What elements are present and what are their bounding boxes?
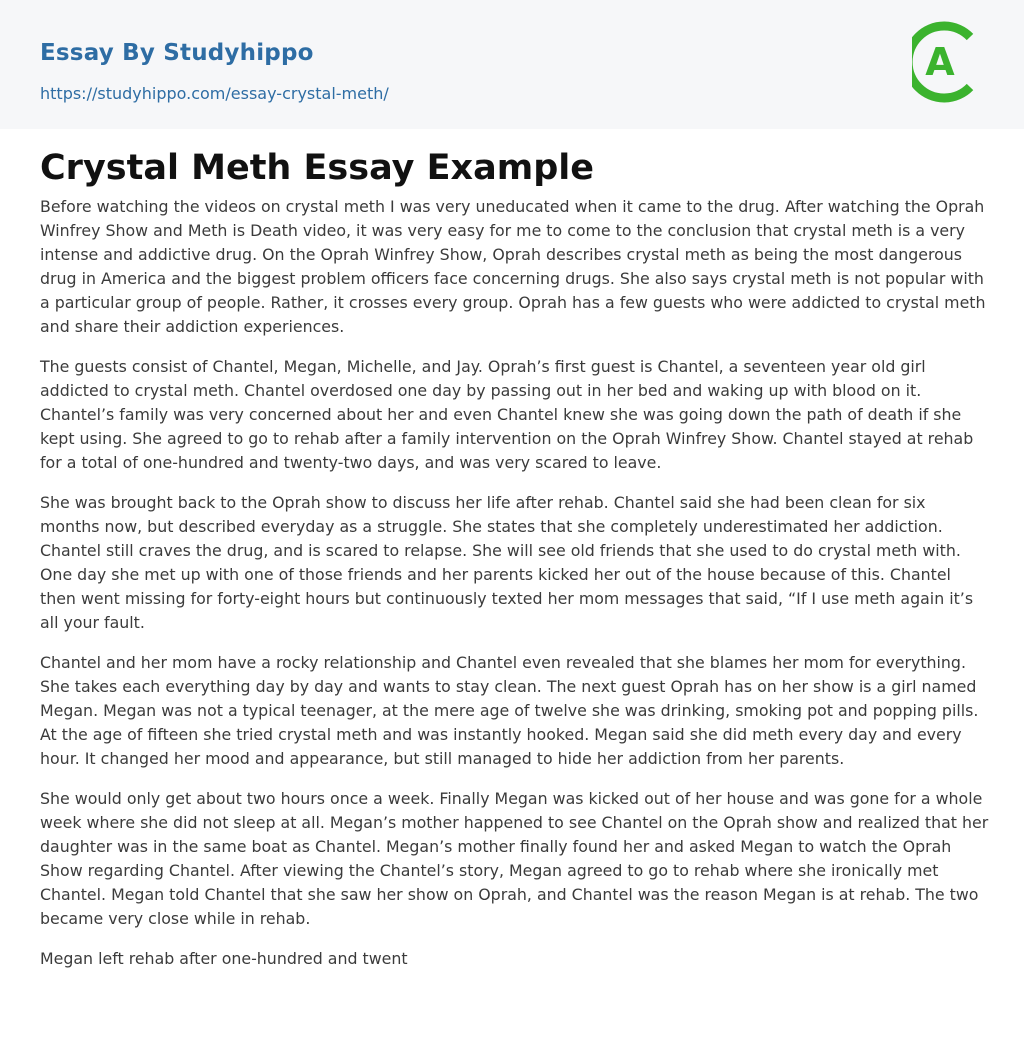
essay-paragraph-4: Chantel and her mom have a rocky relationship and Chantel even revealed that she blames her mom for everything. She takes each everything day by day and wants to stay clean. The next guest Oprah has on her show is a girl named Megan. Megan was not a typical teenager, at the mere age of twelve she was drinking, smoking pot and popping pills. At the age of fifteen she tried crystal meth and was instantly hooked. Megan said she did meth every day and every hour. It changed her mood and appearance, but still managed to hide her addiction from her parents. (40, 653, 979, 768)
essay-paragraph-5: She would only get about two hours once a week. Finally Megan was kicked out of her house and was gone for a whole week where she did not sleep at all. Megan’s mother happened to see Chantel on the Oprah show and realized that her daughter was in the same boat as Chantel. Megan’s mother finally found her and asked Megan to watch the Oprah Show regarding Chantel. After viewing the Chantel’s story, Megan agreed to go to rehab where she ironically met Chantel. Megan told Chantel that she saw her show on Oprah, and Chantel was the reason Megan is at rehab. The two became very close while in rehab. (40, 789, 989, 928)
essay-paragraph-2: The guests consist of Chantel, Megan, Michelle, and Jay. Oprah’s first guest is Chantel, a seventeen year old girl addicted to crystal meth. Chantel overdosed one day by passing out in her bed and waking up with blood on it. Chantel’s family was very concerned about her and even Chantel knew she was going down the path of death if she kept using. She agreed to go to rehab after a family intervention on the Oprah Winfrey Show. Chantel stayed at rehab for a total of one-hundred and twenty-two days, and was very scared to leave. (40, 357, 974, 472)
essay-paragraph-6: Megan left rehab after one-hundred and twent (40, 949, 408, 968)
page-title: Crystal Meth Essay Example (40, 148, 595, 188)
essay-url-link[interactable]: https://studyhippo.com/essay-crystal-meth/ (40, 84, 389, 103)
essay-paragraph-1: Before watching the videos on crystal meth I was very uneducated when it came to the drug. After watching the Oprah Winfrey Show and Meth is Death video, it was very easy for me to come to the conclusion that crystal meth is a very intense and addictive drug. On the Oprah Winfrey Show, Oprah describes crystal meth as being the most dangerous drug in America and the biggest problem officers face concerning drugs. She also says crystal meth is not popular with a particular group of people. Rather, it crosses every group. Oprah has a few guests who were addicted to crystal meth and share their addiction experiences. (40, 197, 986, 336)
site-header (0, 0, 1024, 129)
logo-letter: A (925, 40, 955, 84)
article (40, 145, 990, 987)
studyhippo-logo-icon[interactable] (912, 19, 986, 105)
site-brand[interactable]: Essay By Studyhippo (40, 40, 314, 66)
essay-paragraph-3: She was brought back to the Oprah show to discuss her life after rehab. Chantel said she had been clean for six months now, but described everyday as a struggle. She states that she completely underestimated her addiction. Chantel still craves the drug, and is scared to relapse. She will see old friends that she used to do crystal meth with. One day she met up with one of those friends and her parents kicked her out of the house because of this. Chantel then went missing for forty-eight hours but continuously texted her mom messages that said, “If I use meth again it’s all your fault. (40, 493, 974, 632)
